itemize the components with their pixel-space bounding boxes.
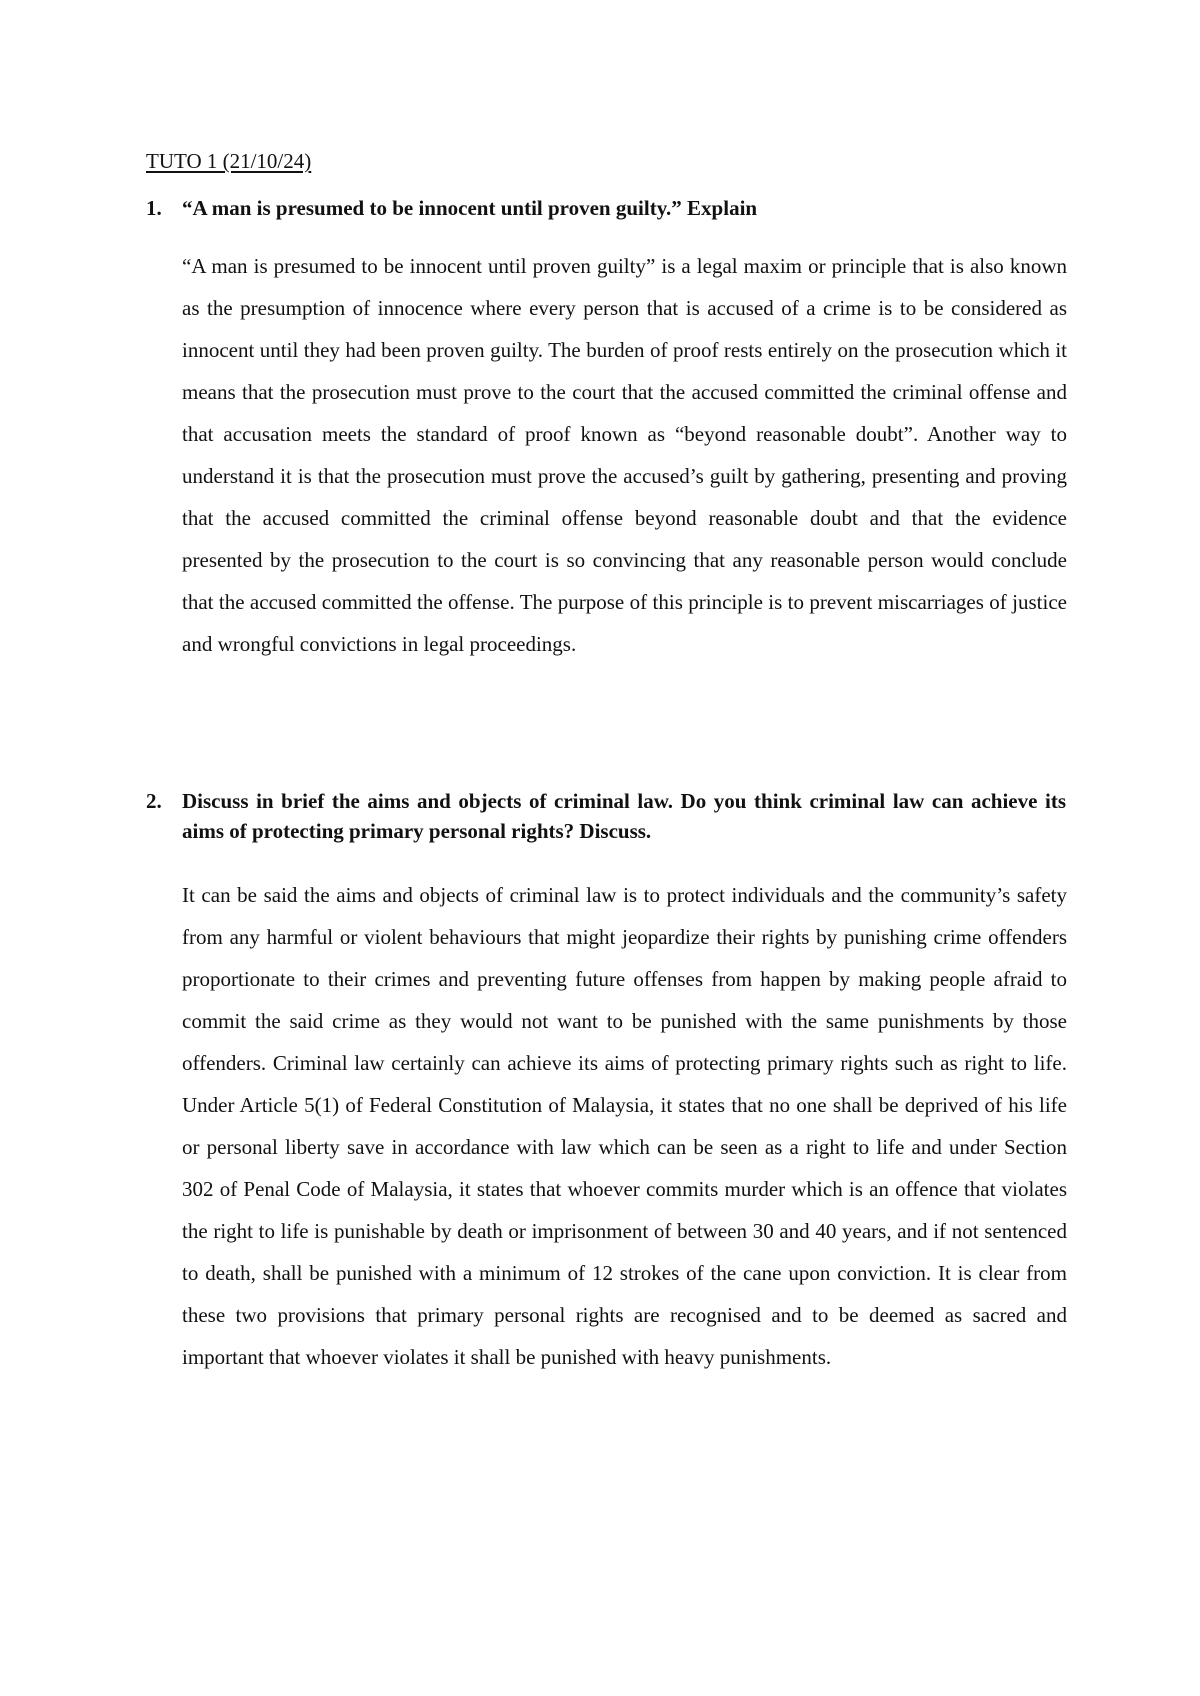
question-1: [146, 193, 1066, 223]
document-title: TUTO 1 (21/10/24): [146, 149, 312, 173]
answer-paragraph-2: It can be said the aims and objects of criminal law is to protect individuals and the community’s safety from any harmful or violent behaviours that might jeopardize their rights by punishing crime offenders proportionate to their crimes and preventing future offenses from happen by making people afraid to commit the said crime as they would not want to be punished with the same punishments by those offenders. Criminal law certainly can achieve its aims of protecting primary rights such as right to life. Under Article 5(1) of Federal Constitution of Malaysia, it states that no one shall be deprived of his life or personal liberty save in accordance with law which can be seen as a right to life and under Section 302 of Penal Code of Malaysia, it states that whoever commits murder which is an offence that violates the right to life is punishable by death or imprisonment of between 30 and 40 years, and if not sentenced to death, shall be punished with a minimum of 12 strokes of the cane upon conviction. It is clear from these two provisions that primary personal rights are recognised and to be deemed as sacred and important that whoever violates it shall be punished with heavy punishments.: [182, 883, 1067, 1369]
question-number: 1.: [146, 196, 162, 220]
question-number: 2.: [146, 789, 162, 813]
question-text: Discuss in brief the aims and objects of criminal law. Do you think criminal law can achieve its aims of protecting primary personal rights? Discuss.: [182, 789, 1066, 843]
question-2: [146, 786, 1066, 846]
answer-paragraph-1: “A man is presumed to be innocent until proven guilty” is a legal maxim or principle that is also known as the presumption of innocence where every person that is accused of a crime is to be considered as innocent until they had been proven guilty. The burden of proof rests entirely on the prosecution which it means that the prosecution must prove to the court that the accused committed the criminal offense and that accusation meets the standard of proof known as “beyond reasonable doubt”. Another way to understand it is that the prosecution must prove the accused’s guilt by gathering, presenting and proving that the accused committed the criminal offense beyond reasonable doubt and that the evidence presented by the prosecution to the court is so convincing that any reasonable person would conclude that the accused committed the offense. The purpose of this principle is to prevent miscarriages of justice and wrongful convictions in legal proceedings.: [182, 254, 1067, 656]
question-text: “A man is presumed to be innocent until proven guilty.” Explain: [182, 196, 758, 220]
